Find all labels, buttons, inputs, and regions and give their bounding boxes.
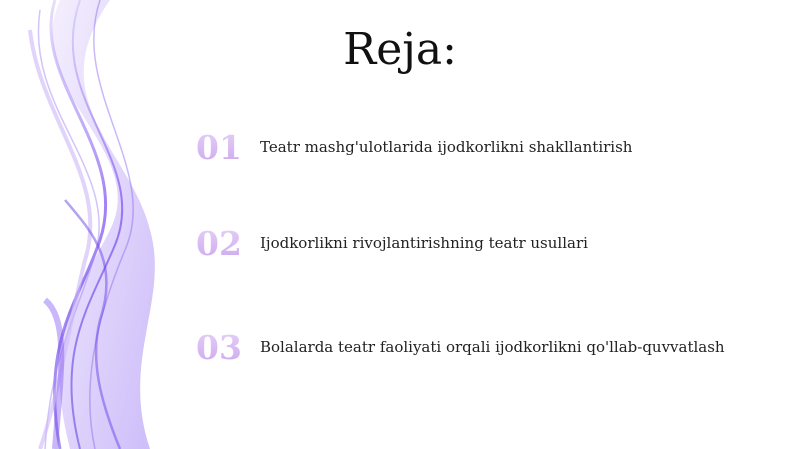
- agenda-text: Ijodkorlikni rivojlantirishning teatr usullari: [260, 234, 588, 252]
- agenda-item-3: [196, 326, 776, 376]
- agenda-number: 02: [196, 222, 256, 266]
- agenda-text: Teatr mashg'ulotlarida ijodkorlikni shakllantirish: [260, 138, 633, 156]
- agenda-item-1: [196, 126, 776, 176]
- agenda-number: 01: [196, 126, 256, 170]
- agenda-text: Bolalarda teatr faoliyati orqali ijodkorlikni qo'llab-quvvatlash: [260, 338, 725, 356]
- agenda-number: 03: [196, 326, 256, 370]
- slide-title: Reja:: [343, 24, 457, 75]
- agenda-item-2: [196, 222, 776, 272]
- purple-ribbon-decoration: [0, 0, 200, 449]
